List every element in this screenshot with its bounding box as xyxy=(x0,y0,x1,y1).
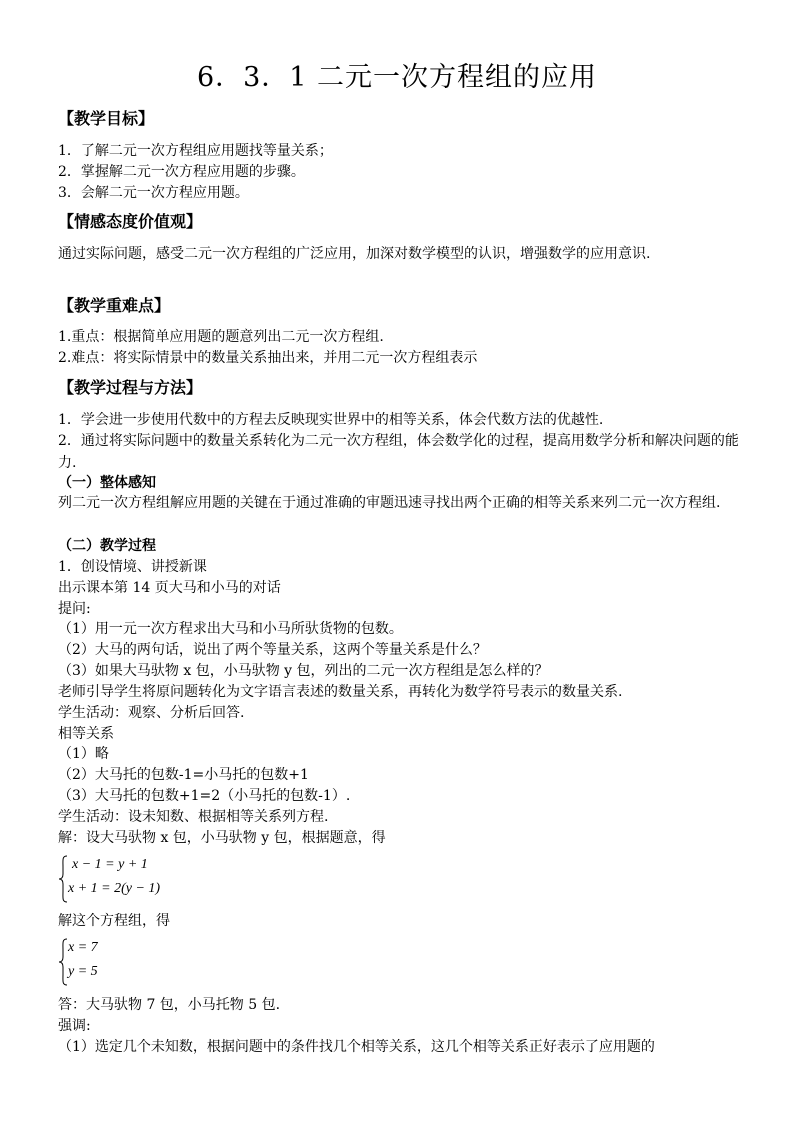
section-heading-process: 【教学过程与方法】 xyxy=(58,378,203,397)
emphasis-item: （1）选定几个未知数，根据问题中的条件找几个相等关系，这几个相等关系正好表示了应用题的 xyxy=(58,1039,655,1055)
left-brace-icon xyxy=(58,938,68,986)
process-line: 出示课本第 14 页大马和小马的对话 xyxy=(58,580,281,596)
process-paragraph: 1．学会进一步使用代数中的方程去反映现实世界中的相等关系，体会代数方法的优越性. xyxy=(58,412,604,428)
subheading-teaching-process: （二）教学过程 xyxy=(58,538,156,554)
overview-paragraph: 列二元一次方程组解应用题的关键在于通过准确的审题迅速寻找出两个正确的相等关系来列二元一次方程组. xyxy=(58,495,721,511)
key-point-item: 2.难点：将实际情景中的数量关系抽出来，并用二元一次方程组表示 xyxy=(58,350,478,366)
equation-line: x − 1 = y + 1 xyxy=(72,857,148,872)
process-line: 学生活动：观察、分析后回答. xyxy=(58,705,245,721)
solution-line: x = 7 xyxy=(68,940,98,955)
solve-line: 解这个方程组，得 xyxy=(58,913,170,929)
process-line: 老师引导学生将原问题转化为文字语言表述的数量关系，再转化为数学符号表示的数量关系. xyxy=(58,684,623,700)
goal-item: 3．会解二元一次方程应用题。 xyxy=(58,185,249,201)
key-point-item: 1.重点：根据简单应用题的题意列出二元一次方程组. xyxy=(58,329,384,345)
answer-line: 答：大马驮物 7 包，小马托物 5 包. xyxy=(58,997,281,1013)
section-heading-values: 【情感态度价值观】 xyxy=(58,212,203,231)
left-brace-icon xyxy=(58,855,68,903)
subheading-overview: （一）整体感知 xyxy=(58,475,156,491)
process-line: 1．创设情境、讲授新课 xyxy=(58,559,207,575)
equation-system-1 xyxy=(58,855,198,903)
solution-intro-line: 解：设大马驮物 x 包，小马驮物 y 包，根据题意，得 xyxy=(58,830,386,846)
equation-system-2 xyxy=(58,938,198,986)
relation-line: （2）大马托的包数-1=小马托的包数+1 xyxy=(58,767,309,783)
goal-item: 2．掌握解二元一次方程应用题的步骤。 xyxy=(58,164,305,180)
process-paragraph: 2．通过将实际问题中的数量关系转化为二元一次方程组，体会数学化的过程，提高用数学分析和解决问题的能力. xyxy=(58,433,739,471)
relation-line: （1）略 xyxy=(58,746,109,762)
question-line: （3）如果大马驮物 x 包，小马驮物 y 包，列出的二元一次方程组是怎么样的？ xyxy=(58,663,549,679)
process-line: 学生活动：设未知数、根据相等关系列方程. xyxy=(58,809,329,825)
question-line: （1）用一元一次方程求出大马和小马所驮货物的包数。 xyxy=(58,621,403,637)
question-line: （2）大马的两句话，说出了两个等量关系，这两个等量关系是什么？ xyxy=(58,642,487,658)
process-line: 提问: xyxy=(58,601,91,617)
goal-item: 1．了解二元一次方程组应用题找等量关系； xyxy=(58,143,333,159)
section-heading-key-points: 【教学重难点】 xyxy=(58,296,171,315)
solution-line: y = 5 xyxy=(68,964,98,979)
equation-line: x + 1 = 2(y − 1) xyxy=(68,881,161,896)
section-heading-goals: 【教学目标】 xyxy=(58,109,155,128)
values-paragraph: 通过实际问题，感受二元一次方程组的广泛应用，加深对数学模型的认识，增强数学的应用意识. xyxy=(58,246,651,262)
relation-line: （3）大马托的包数+1=2（小马托的包数-1）. xyxy=(58,788,351,804)
emphasis-label: 强调: xyxy=(58,1018,91,1034)
process-line: 相等关系 xyxy=(58,726,114,742)
page-title: 6．3．1 二元一次方程组的应用 xyxy=(196,62,598,93)
